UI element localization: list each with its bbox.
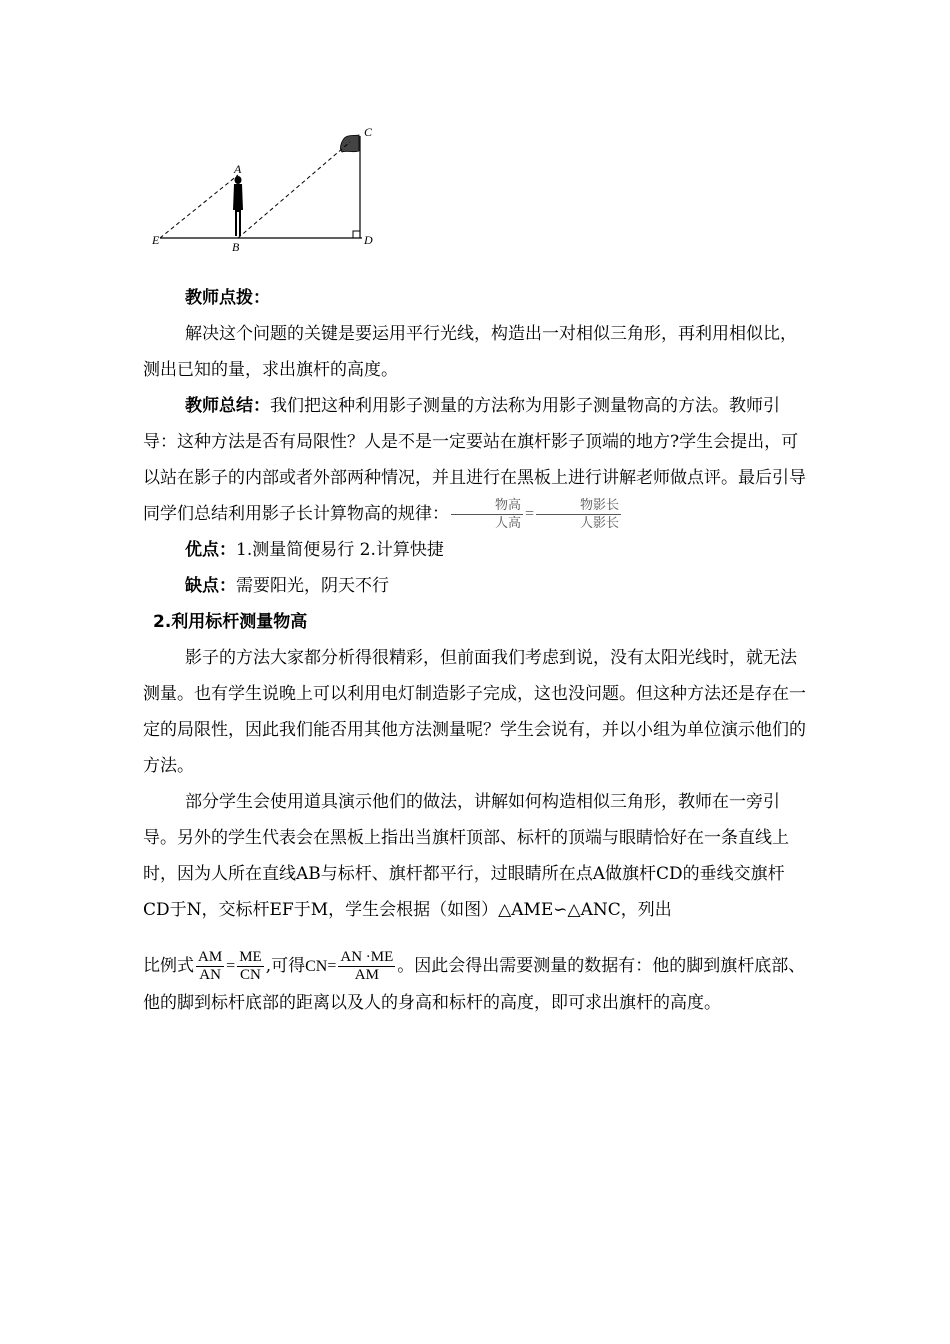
teacher-tip-body: 解决这个问题的关键是要运用平行光线，构造出一对相似三角形，再利用相似比，测出已知的量，求出旗杆的高度。 <box>143 324 797 380</box>
figure-svg <box>140 120 380 255</box>
cons-heading: 缺点： <box>185 576 236 596</box>
height-ratio-fraction <box>451 497 523 532</box>
pros-body: 1.测量简便易行 2.计算快捷 <box>236 540 444 560</box>
am-an-fraction <box>196 949 224 984</box>
shadow-measurement-figure <box>140 120 380 255</box>
teacher-tip-heading: 教师点拨： <box>185 288 270 308</box>
label-d: D <box>364 233 373 247</box>
fraction-denominator: AM <box>354 967 379 983</box>
section-2-para-2-block <box>143 784 808 928</box>
me-cn-fraction <box>237 949 264 984</box>
cn-result-fraction <box>338 949 395 984</box>
fraction-denominator: AN <box>199 967 221 983</box>
label-c: C <box>364 125 373 139</box>
fraction-numerator: ME <box>239 949 262 965</box>
fraction-denominator: CN <box>240 967 261 983</box>
ratio-prefix: 比例式 <box>143 956 194 976</box>
sun-ray-bc <box>238 142 350 238</box>
teacher-tip-section <box>143 280 808 388</box>
label-a: A <box>234 162 242 176</box>
pros-heading: 优点： <box>185 540 236 560</box>
fraction-numerator: AN ·ME <box>340 949 394 965</box>
section-2-title: 2.利用标杆测量物高 <box>153 612 308 632</box>
teacher-summary-body: 我们把这种利用影子测量的方法称为用影子测量物高的方法。教师引导：这种方法是否有局限性？人是不是一定要站在旗杆影子顶端的地方?学生会提出，可以站在影子的内部或者外部两种情况，并且进行在黑板上进行讲解老师做点评。最后引导同学们总结利用影子长计算物高的规律： <box>143 396 806 524</box>
person-silhouette <box>233 176 243 236</box>
section-2 <box>143 604 808 784</box>
teacher-summary-section <box>143 388 808 533</box>
section-2-para-2: 部分学生会使用道具演示他们的做法，讲解如何构造相似三角形，教师在一旁引导。另外的学生代表会在黑板上指出当旗杆顶部、标杆的顶端与眼睛恰好在一条直线上时，因为人所在直线AB与标杆、旗杆都平行，过眼睛所在点A做旗杆CD的垂线交旗杆CD于N，交标杆EF于M，学生会根据（如图）△AME∽△ANC，列出 <box>143 792 789 920</box>
right-angle-mark <box>353 231 360 238</box>
shadow-ratio-fraction <box>536 497 621 532</box>
fraction-numerator: 物高 <box>451 497 523 515</box>
teacher-summary-heading: 教师总结： <box>185 396 270 416</box>
result-connector: ,可得 <box>265 956 306 976</box>
section-2-para-1: 影子的方法大家都分析得很精彩，但前面我们考虑到说，没有太阳光线时，就无法测量。也有学生说晚上可以利用电灯制造影子完成，这也没问题。但这种方法还是存在一定的局限性，因此我们能否用其他方法测量呢？学生会说有，并以小组为单位演示他们的方法。 <box>143 648 806 776</box>
pros-cons-section <box>143 532 808 604</box>
label-e: E <box>152 233 160 247</box>
fraction-denominator: 人影长 <box>580 516 620 531</box>
cons-body: 需要阳光，阴天不行 <box>236 576 389 596</box>
section-2-formula-block <box>143 948 808 1021</box>
section-2-para-3: 。因此会得出需要测量的数据有：他的脚到旗杆底部、他的脚到标杆底部的距离以及人的身高和标杆的高度，即可求出旗杆的高度。 <box>143 956 806 1013</box>
sun-ray-ea <box>160 175 238 238</box>
label-b: B <box>232 240 240 254</box>
fraction-denominator: 人高 <box>495 516 522 531</box>
equals-sign: = <box>327 957 337 975</box>
equals-sign: = <box>226 957 236 975</box>
fraction-numerator: AM <box>198 949 223 965</box>
cn-symbol: CN <box>305 958 328 975</box>
equals-sign: = <box>525 505 535 523</box>
flag-shape <box>340 135 359 152</box>
fraction-numerator: 物影长 <box>536 497 621 515</box>
